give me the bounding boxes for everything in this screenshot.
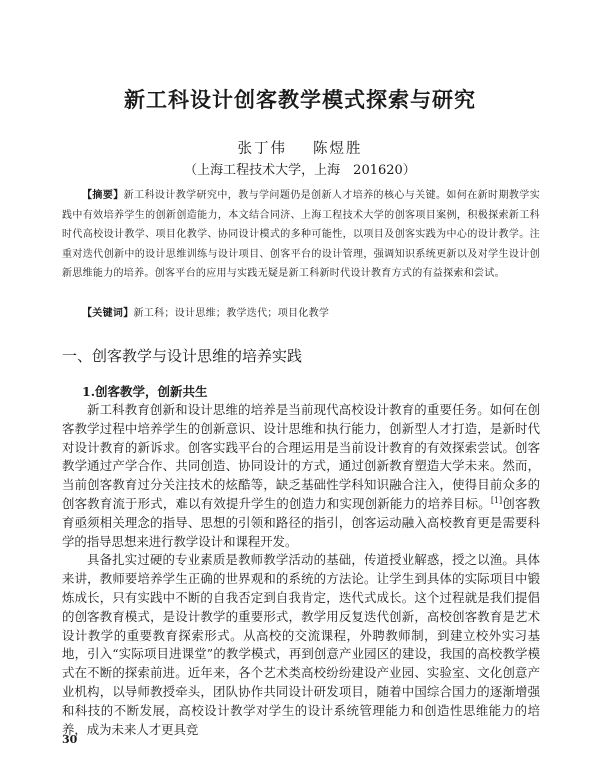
paper-title: 新工科设计创客教学模式探索与研究 <box>124 88 476 112</box>
paragraph <box>62 401 540 551</box>
keywords <box>82 304 542 319</box>
citation-ref: [1] <box>490 495 503 505</box>
abstract <box>62 186 540 284</box>
paragraph-text: 新工科教育创新和设计思维的培养是当前现代高校设计教育的重要任务。如何在创客教学过程中培养学生的创新意识、设计思维和执行能力，创新型人才打造，是新时代对设计教育的新诉求。创客实践平台的合理运用是当前设计教育的有效探索尝试。创客教学通过产学合作、共同创造、协同设计的方式，通过创新教育塑造大学未来。然而，当前创客教育过分关注技术的炫酷等，缺乏基础性学科知识融合注入，使得目前众多的创客教育流于形式，难以有效提升学生的创造力和实现创新能力的培养目标。 <box>62 402 540 511</box>
affiliation: （上海工程技术大学，上海 201620） <box>184 163 416 178</box>
keywords-text: 新工科；设计思维；教学迭代；项目化教学 <box>133 308 330 319</box>
authors-line <box>0 137 600 158</box>
paragraph: 具备扎实过硬的专业素质是教师教学活动的基础，传道授业解惑，授之以渔。具体来讲，教师要培养学生正确的世界观和的系统的方法论。让学生到具体的实际项目中锻炼成长，只有实践中不断的自我否定到自我肯定，迭代式成长。这个过程就是我们提倡的创客教育模式，是设计教学的重要形式，教学用反复迭代创新，高校创客教育是艺术设计教学的重要教育探索形式。从高校的交流课程，外聘教师制，到建立校外实习基地，引入“实际项目进课堂”的教学模式，再到创意产业园区的建设，我国的高校教学模式在不断的探索前进。近年来，各个艺术类高校纷纷建设产业园、实验室、文化创意产业机构，以导师教授牵头，团队协作共同设计研发项目，随着中国综合国力的逐渐增强和科技的不断发展，高校设计教学对学生的设计系统管理能力和创造性思维能力的培养，成为未来人才更具竞 <box>62 552 540 737</box>
abstract-label: 【摘要】 <box>82 190 124 201</box>
body-text <box>62 401 540 739</box>
author-name: 陈煜胜 <box>313 141 363 157</box>
subsection-heading: 1.创客教学，创新共生 <box>82 384 208 399</box>
section-heading: 一、创客教学与设计思维的培养实践 <box>62 347 303 365</box>
abstract-text: 新工科设计教学研究中，教与学问题仍是创新人才培养的核心与关键。如何在新时期教学实践中有效培养学生的创新创造能力，本文结合同济、上海工程技术大学的创客项目案例，积极探索新工科时代高校设计教学、项目化教学、协同设计模式的多种可能性，以项目及创客实践为中心的设计教学。注重对迭代创新中的设计思维训练与设计项目、创客平台的设计管理，强调知识系统更新以及对学生设计创新思维能力的培养。创客平台的应用与实践无疑是新工科新时代设计教育方式的有益探索和尝试。 <box>62 190 541 279</box>
paragraph-text: 创客教育亟须相关理念的指导、思想的引领和路径的指引，创客运动融入高校教育更是需要科学的指导思想来进行教学设计和课程开发。 <box>62 495 541 549</box>
page-number: 30 <box>62 733 78 746</box>
keywords-label: 【关键词】 <box>82 308 134 319</box>
author-name: 张丁伟 <box>237 141 287 157</box>
